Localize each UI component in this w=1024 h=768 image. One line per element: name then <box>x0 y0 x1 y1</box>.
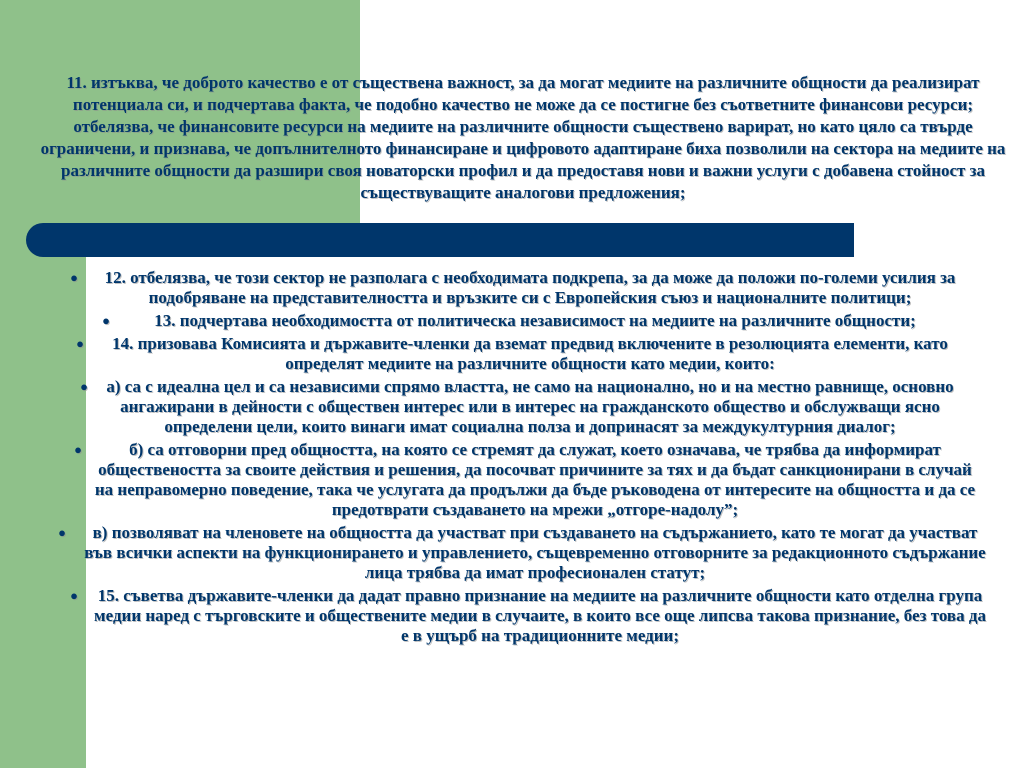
bullet-icon: ● <box>102 313 110 328</box>
list-item-text: б) са отговорни пред общността, на която се стремят да служат, което означава, че трябва да информират обществеността за своите действия и решения, да посочват причините за тях и да бъдат санкционирани в случай на неправомерно поведение, така че услугата да продължи да бъде ръководена от интересите на общността и да се предотврати създаването на мрежи „отгоре-надолу”; <box>94 440 976 519</box>
list-item-text: 15. съветва държавите-членки да дадат правно признание на медиите на различните общности като отделна група медии наред с търговските и обществените медии в случаите, в които все още липсва такова признание, без това да е в ущърб на традиционните медии; <box>94 586 986 645</box>
list-item-text: 12. отбелязва, че този сектор не разполага с необходимата подкрепа, за да може да положи по-големи усилия за подобряване на представителността и връзките си с Европейския съюз и националните политици; <box>104 268 956 307</box>
list-item <box>60 268 990 308</box>
list-item <box>60 311 990 331</box>
list-item <box>60 586 990 646</box>
bullet-icon: ● <box>70 588 78 603</box>
bullet-list <box>60 268 990 646</box>
list-item-text: 14. призовава Комисията и държавите-членки да вземат предвид включените в резолюцията елементи, като определят медиите на различните общности като медии, които: <box>112 334 948 373</box>
bullet-icon: ● <box>58 525 66 540</box>
list-item-text: 13. подчертава необходимостта от политическа независимост на медиите на различните общности; <box>154 311 916 330</box>
bullet-icon: ● <box>80 379 88 394</box>
list-item <box>60 440 990 520</box>
list-item <box>60 377 990 437</box>
bullet-icon: ● <box>76 336 84 351</box>
navy-divider-bar <box>26 223 854 257</box>
bullet-icon: ● <box>70 270 78 285</box>
list-item-text: в) позволяват на членовете на общността да участват при създаването на съдържанието, като те могат да участват във всички аспекти на функционирането и управлението, същевременно отговорните за редакционното съдържание лица трябва да имат професионален статут; <box>84 523 986 582</box>
bullet-icon: ● <box>74 442 82 457</box>
list-item <box>60 334 990 374</box>
list-item-text: а) са с идеална цел и са независими спрямо властта, не само на национално, но и на местно равнище, основно ангажирани в дейности с обществен интерес или в интерес на гражданското общество и обслужващи ясно определени цели, които винаги имат социална полза и допринасят за междукултурния диалог; <box>106 377 954 436</box>
list-item <box>60 523 990 583</box>
paragraph-11: 11. изтъква, че доброто качество е от съществена важност, за да могат медиите на различните общности да реализират потенциала си, и подчертава факта, че подобно качество не може да се постигне без съответните финансови ресурси; отбелязва, че финансовите ресурси на медиите на различните общности съществено варират, но като цяло са твърде ограничени, и признава, че допълнителното финансиране и цифровото адаптиране биха позволили на сектора на медиите на различните общности да разшири своя новаторски профил и да предоставя нови и важни услуги с добавена стойност за съществуващите аналогови предложения; <box>40 73 1006 202</box>
